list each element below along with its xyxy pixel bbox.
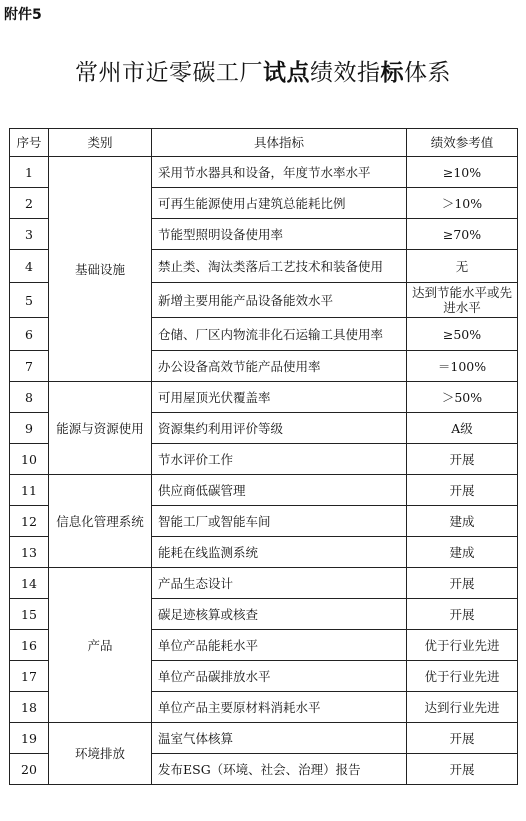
row-number: 2: [10, 188, 49, 219]
indicator-cell: 节能型照明设备使用率: [152, 219, 407, 250]
row-number: 8: [10, 382, 49, 413]
row-number: 20: [10, 754, 49, 785]
value-cell: 开展: [407, 568, 518, 599]
indicator-cell: 节水评价工作: [152, 444, 407, 475]
header-indicator: 具体指标: [152, 129, 407, 157]
table-header-row: [10, 129, 518, 157]
row-number: 6: [10, 318, 49, 351]
value-cell: 开展: [407, 444, 518, 475]
row-number: 18: [10, 692, 49, 723]
value-cell: ＞10%: [407, 188, 518, 219]
indicator-cell: 碳足迹核算或核查: [152, 599, 407, 630]
table-row: [10, 382, 518, 413]
row-number: 14: [10, 568, 49, 599]
row-number: 19: [10, 723, 49, 754]
row-number: 11: [10, 475, 49, 506]
table-row: [10, 723, 518, 754]
indicator-cell: 采用节水器具和设备，年度节水率水平: [152, 157, 407, 188]
header-no: 序号: [10, 129, 49, 157]
row-number: 1: [10, 157, 49, 188]
category-cell: 能源与资源使用: [49, 382, 152, 475]
category-cell: 基础设施: [49, 157, 152, 382]
value-cell: ≥10%: [407, 157, 518, 188]
indicator-cell: 产品生态设计: [152, 568, 407, 599]
indicator-cell: 供应商低碳管理: [152, 475, 407, 506]
indicator-cell: 资源集约利用评价等级: [152, 413, 407, 444]
indicator-cell: 禁止类、淘汰类落后工艺技术和装备使用: [152, 250, 407, 283]
table-row: [10, 157, 518, 188]
indicator-cell: 单位产品主要原材料消耗水平: [152, 692, 407, 723]
row-number: 4: [10, 250, 49, 283]
header-category: 类别: [49, 129, 152, 157]
value-cell: ≥70%: [407, 219, 518, 250]
row-number: 13: [10, 537, 49, 568]
title-part-4: 标: [380, 59, 404, 86]
indicator-cell: 智能工厂或智能车间: [152, 506, 407, 537]
table-row: [10, 568, 518, 599]
indicator-cell: 可再生能源使用占建筑总能耗比例: [152, 188, 407, 219]
value-cell: 建成: [407, 537, 518, 568]
value-cell: 达到行业先进: [407, 692, 518, 723]
row-number: 10: [10, 444, 49, 475]
indicator-cell: 可用屋顶光伏覆盖率: [152, 382, 407, 413]
row-number: 9: [10, 413, 49, 444]
value-cell: 开展: [407, 754, 518, 785]
category-cell: 信息化管理系统: [49, 475, 152, 568]
value-cell: 建成: [407, 506, 518, 537]
indicator-cell: 温室气体核算: [152, 723, 407, 754]
indicator-cell: 新增主要用能产品设备能效水平: [152, 283, 407, 318]
value-cell: A级: [407, 413, 518, 444]
indicator-cell: 办公设备高效节能产品使用率: [152, 351, 407, 382]
value-cell: 开展: [407, 723, 518, 754]
indicator-cell: 单位产品碳排放水平: [152, 661, 407, 692]
value-cell: 开展: [407, 475, 518, 506]
value-cell: 无: [407, 250, 518, 283]
row-number: 15: [10, 599, 49, 630]
title-part-5: 体系: [404, 60, 451, 86]
indicator-cell: 发布ESG（环境、社会、治理）报告: [152, 754, 407, 785]
value-cell: 优于行业先进: [407, 630, 518, 661]
value-cell: ＝100%: [407, 351, 518, 382]
page-title: [0, 54, 526, 87]
row-number: 12: [10, 506, 49, 537]
indicator-cell: 仓储、厂区内物流非化石运输工具使用率: [152, 318, 407, 351]
value-cell: 优于行业先进: [407, 661, 518, 692]
row-number: 17: [10, 661, 49, 692]
title-part-1: 常州市近零碳工厂: [75, 60, 263, 86]
table-row: [10, 475, 518, 506]
row-number: 16: [10, 630, 49, 661]
value-cell: 开展: [407, 599, 518, 630]
category-cell: 环境排放: [49, 723, 152, 785]
category-cell: 产品: [49, 568, 152, 723]
indicator-cell: 能耗在线监测系统: [152, 537, 407, 568]
attachment-label: 附件5: [4, 7, 42, 23]
title-part-3: 绩效指: [310, 60, 381, 86]
row-number: 7: [10, 351, 49, 382]
row-number: 5: [10, 283, 49, 318]
value-cell: ≥50%: [407, 318, 518, 351]
title-part-2: 试点: [263, 59, 310, 86]
header-value: 绩效参考值: [407, 129, 518, 157]
value-cell: 达到节能水平或先进水平: [407, 283, 518, 318]
indicator-cell: 单位产品能耗水平: [152, 630, 407, 661]
indicator-table: [9, 128, 518, 785]
row-number: 3: [10, 219, 49, 250]
value-cell: ＞50%: [407, 382, 518, 413]
